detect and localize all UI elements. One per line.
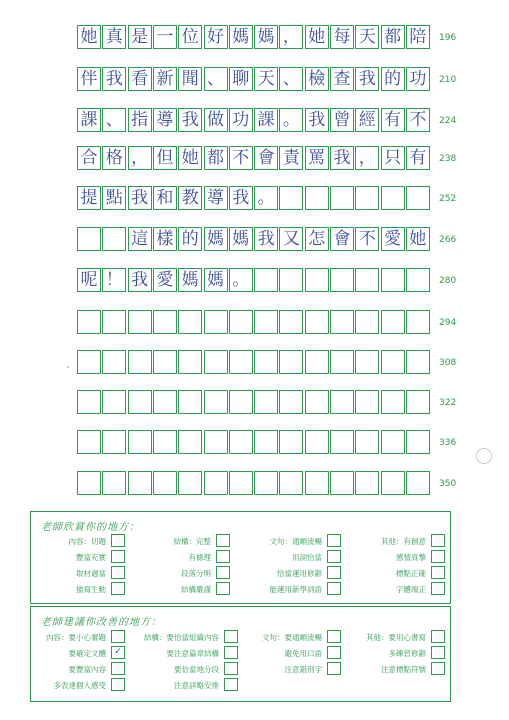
grid-cell bbox=[128, 390, 152, 414]
criterion-checkbox[interactable] bbox=[431, 630, 445, 643]
criterion-checkbox[interactable] bbox=[111, 550, 125, 563]
criterion-checkbox[interactable] bbox=[111, 630, 125, 643]
grid-cell: 我 bbox=[254, 227, 278, 251]
grid-cell: 每 bbox=[330, 25, 354, 49]
grid-cell: 她 bbox=[305, 25, 329, 49]
grid-cell bbox=[204, 390, 228, 414]
grid-cell: 課 bbox=[77, 108, 101, 132]
grid-cell: 不 bbox=[355, 227, 379, 251]
grid-cell: 不 bbox=[229, 146, 253, 170]
grid-cell: 聞 bbox=[178, 67, 202, 91]
criterion-checkbox[interactable] bbox=[224, 646, 238, 659]
criterion-checkbox[interactable] bbox=[327, 662, 341, 675]
grid-cell: ， bbox=[279, 25, 303, 49]
grid-cell: 做 bbox=[204, 108, 228, 132]
grid-cell bbox=[102, 430, 126, 454]
grid-cell: 。 bbox=[279, 108, 303, 132]
grid-cell bbox=[305, 390, 329, 414]
criterion-checkbox[interactable] bbox=[216, 566, 230, 579]
grid-cell: 有 bbox=[406, 146, 430, 170]
grid-cell bbox=[153, 471, 177, 495]
grid-cell bbox=[279, 350, 303, 374]
grid-cell bbox=[355, 268, 379, 292]
grid-cell bbox=[128, 471, 152, 495]
grid-cell bbox=[153, 350, 177, 374]
criterion-label: 要確定文體 bbox=[68, 649, 106, 658]
grid-cell bbox=[229, 430, 253, 454]
grid-cell bbox=[355, 430, 379, 454]
grid-cell: 曾 bbox=[330, 108, 354, 132]
grid-cell bbox=[355, 471, 379, 495]
grid-cell: 只 bbox=[381, 146, 405, 170]
grid-cell: 我 bbox=[330, 146, 354, 170]
grid-cell: 導 bbox=[204, 186, 228, 210]
grid-cell: 會 bbox=[330, 227, 354, 251]
grid-cell: 她 bbox=[406, 227, 430, 251]
grid-cell: 又 bbox=[279, 227, 303, 251]
grid-cell: 。 bbox=[229, 268, 253, 292]
criterion-label: 避免用口語 bbox=[284, 649, 322, 658]
criterion-label: 恰當運用修辭 bbox=[277, 569, 322, 578]
grid-cell: 提 bbox=[77, 186, 101, 210]
grid-cell: 導 bbox=[153, 108, 177, 132]
grid-cell bbox=[305, 430, 329, 454]
grid-cell: 她 bbox=[77, 25, 101, 49]
grid-cell bbox=[254, 471, 278, 495]
grid-cell: 。 bbox=[254, 186, 278, 210]
grid-cell bbox=[204, 471, 228, 495]
grid-cell: 罵 bbox=[305, 146, 329, 170]
grid-cell bbox=[77, 350, 101, 374]
criterion-label: 注意錯別字 bbox=[284, 665, 322, 674]
criterion-label: 取材適當 bbox=[76, 569, 106, 578]
grid-cell bbox=[178, 430, 202, 454]
grid-cell: 怎 bbox=[305, 227, 329, 251]
grid-cell bbox=[279, 268, 303, 292]
grid-cell: 看 bbox=[128, 67, 152, 91]
grid-cell: 指 bbox=[128, 108, 152, 132]
criterion-checkbox[interactable] bbox=[327, 630, 341, 643]
grid-cell bbox=[128, 350, 152, 374]
grid-cell bbox=[153, 390, 177, 414]
grid-cell bbox=[153, 310, 177, 334]
grid-cell bbox=[355, 350, 379, 374]
grid-cell: 愛 bbox=[381, 227, 405, 251]
criterion-checkbox[interactable] bbox=[327, 534, 341, 547]
row-number: 196 bbox=[439, 33, 457, 43]
grid-cell bbox=[204, 350, 228, 374]
grid-cell: 和 bbox=[153, 186, 177, 210]
grid-cell: 有 bbox=[381, 108, 405, 132]
criterion-checkbox[interactable] bbox=[327, 646, 341, 659]
criterion-label: 感情真摯 bbox=[396, 553, 426, 562]
criterion-checkbox[interactable] bbox=[216, 550, 230, 563]
grid-cell: 都 bbox=[381, 25, 405, 49]
grid-cell: 功 bbox=[229, 108, 253, 132]
grid-cell bbox=[381, 430, 405, 454]
grid-cell: 好 bbox=[204, 25, 228, 49]
grid-cell bbox=[381, 390, 405, 414]
criterion-label: 豐富充實 bbox=[76, 553, 106, 562]
grid-cell: 是 bbox=[128, 25, 152, 49]
row-number: 210 bbox=[439, 75, 457, 85]
grid-cell: 媽 bbox=[229, 25, 253, 49]
grid-cell: 檢 bbox=[305, 67, 329, 91]
grid-cell: 、 bbox=[102, 108, 126, 132]
grid-cell: 我 bbox=[229, 186, 253, 210]
criterion-label: 多練習修辭 bbox=[388, 649, 426, 658]
row-number: 224 bbox=[439, 116, 457, 126]
grid-cell: 功 bbox=[406, 67, 430, 91]
grid-cell: ， bbox=[355, 146, 379, 170]
grid-cell bbox=[102, 350, 126, 374]
grid-cell bbox=[330, 310, 354, 334]
criterion-label: 要注意篇章結構 bbox=[166, 649, 219, 658]
grid-cell bbox=[406, 471, 430, 495]
criterion-label: 用詞恰當 bbox=[292, 553, 322, 562]
grid-cell: 我 bbox=[305, 108, 329, 132]
grid-cell bbox=[355, 390, 379, 414]
criterion-checkbox[interactable] bbox=[216, 534, 230, 547]
grid-cell: 經 bbox=[355, 108, 379, 132]
criterion-label: 多表達個人感受 bbox=[53, 681, 106, 690]
criterion-label: 要豐富內容 bbox=[68, 665, 106, 674]
grid-cell bbox=[305, 186, 329, 210]
grid-cell bbox=[406, 186, 430, 210]
grid-cell: ！ bbox=[102, 268, 126, 292]
criterion-checkbox[interactable] bbox=[431, 550, 445, 563]
criterion-label: 其他：有創意 bbox=[381, 537, 426, 546]
grid-cell: 天 bbox=[355, 25, 379, 49]
criterion-label: 標點正確 bbox=[396, 569, 426, 578]
grid-cell bbox=[305, 310, 329, 334]
criterion-label: 字體端正 bbox=[396, 585, 426, 594]
grid-cell bbox=[381, 350, 405, 374]
grid-cell bbox=[128, 310, 152, 334]
criterion-checkbox[interactable] bbox=[327, 566, 341, 579]
grid-cell: 我 bbox=[178, 108, 202, 132]
row-number: 252 bbox=[439, 194, 457, 204]
improve-title: 老師建議你改善的地方： bbox=[41, 617, 162, 628]
grid-cell bbox=[330, 471, 354, 495]
criterion-checkbox[interactable] bbox=[224, 662, 238, 675]
criterion-label: 內容：切題 bbox=[68, 537, 106, 546]
criterion-label: 段落分明 bbox=[181, 569, 211, 578]
grid-cell: 位 bbox=[178, 25, 202, 49]
grid-cell bbox=[330, 186, 354, 210]
grid-cell: 的 bbox=[381, 67, 405, 91]
grid-cell bbox=[229, 350, 253, 374]
grid-cell: 真 bbox=[102, 25, 126, 49]
praise-panel bbox=[30, 511, 451, 604]
grid-cell bbox=[305, 268, 329, 292]
grid-cell bbox=[77, 227, 101, 251]
improve-panel bbox=[30, 606, 451, 702]
grid-cell: 會 bbox=[254, 146, 278, 170]
row-number: 308 bbox=[439, 358, 457, 368]
grid-cell: 我 bbox=[355, 67, 379, 91]
grid-cell bbox=[254, 390, 278, 414]
row-number: 266 bbox=[439, 235, 457, 245]
grid-cell bbox=[102, 310, 126, 334]
grid-cell bbox=[279, 471, 303, 495]
grid-cell bbox=[305, 471, 329, 495]
grid-cell bbox=[77, 430, 101, 454]
grid-cell: 愛 bbox=[153, 268, 177, 292]
grid-cell: 她 bbox=[178, 146, 202, 170]
check-mark: ✓ bbox=[114, 647, 122, 657]
punch-hole bbox=[476, 448, 492, 464]
criterion-checkbox[interactable] bbox=[111, 534, 125, 547]
grid-cell: 不 bbox=[406, 108, 430, 132]
criterion-label: 結構嚴謹 bbox=[181, 585, 211, 594]
criterion-label: 要恰當地分段 bbox=[174, 665, 219, 674]
grid-cell bbox=[178, 350, 202, 374]
grid-cell bbox=[381, 310, 405, 334]
row-number: 350 bbox=[439, 479, 457, 489]
grid-cell bbox=[279, 430, 303, 454]
grid-cell: 媽 bbox=[254, 25, 278, 49]
criterion-label: 文句：通順流暢 bbox=[269, 537, 322, 546]
grid-cell: 課 bbox=[254, 108, 278, 132]
grid-cell bbox=[355, 310, 379, 334]
grid-cell: 媽 bbox=[178, 268, 202, 292]
criterion-label: 其他：要用心書寫 bbox=[366, 633, 426, 642]
grid-cell: 教 bbox=[178, 186, 202, 210]
grid-cell: 陪 bbox=[406, 25, 430, 49]
grid-cell: 我 bbox=[128, 268, 152, 292]
criterion-checkbox[interactable] bbox=[431, 534, 445, 547]
criterion-checkbox[interactable] bbox=[111, 678, 125, 691]
grid-cell: 媽 bbox=[204, 268, 228, 292]
grid-cell bbox=[330, 390, 354, 414]
grid-cell bbox=[77, 471, 101, 495]
grid-cell bbox=[102, 227, 126, 251]
grid-cell bbox=[204, 310, 228, 334]
grid-cell: 聊 bbox=[229, 67, 253, 91]
grid-cell: 媽 bbox=[229, 227, 253, 251]
grid-cell: 點 bbox=[102, 186, 126, 210]
row-number: 238 bbox=[439, 154, 457, 164]
criterion-label: 結構：完整 bbox=[173, 537, 211, 546]
grid-cell bbox=[229, 471, 253, 495]
grid-cell bbox=[254, 350, 278, 374]
criterion-label: 內容：要小心審題 bbox=[46, 633, 106, 642]
grid-cell: 我 bbox=[128, 186, 152, 210]
grid-cell bbox=[305, 350, 329, 374]
criterion-checkbox[interactable] bbox=[431, 582, 445, 595]
criterion-checkbox[interactable] bbox=[327, 550, 341, 563]
row-number: 322 bbox=[439, 398, 457, 408]
grid-cell: 、 bbox=[279, 67, 303, 91]
row-number: 336 bbox=[439, 438, 457, 448]
grid-cell bbox=[406, 350, 430, 374]
grid-cell bbox=[229, 310, 253, 334]
grid-cell bbox=[254, 430, 278, 454]
grid-cell bbox=[279, 390, 303, 414]
criterion-checkbox[interactable] bbox=[111, 646, 125, 659]
grid-cell: 天 bbox=[254, 67, 278, 91]
criterion-checkbox[interactable] bbox=[111, 582, 125, 595]
criterion-label: 有條理 bbox=[188, 553, 211, 562]
grid-cell bbox=[204, 430, 228, 454]
grid-cell bbox=[128, 430, 152, 454]
criterion-checkbox[interactable] bbox=[216, 582, 230, 595]
grid-cell bbox=[381, 471, 405, 495]
grid-cell bbox=[406, 310, 430, 334]
praise-title: 老師欣賞你的地方： bbox=[41, 522, 140, 533]
grid-cell: 責 bbox=[279, 146, 303, 170]
grid-cell bbox=[330, 268, 354, 292]
grid-cell: 合 bbox=[77, 146, 101, 170]
grid-cell: 媽 bbox=[204, 227, 228, 251]
grid-cell: 新 bbox=[153, 67, 177, 91]
grid-cell: 、 bbox=[204, 67, 228, 91]
grid-cell bbox=[178, 310, 202, 334]
grid-cell bbox=[77, 390, 101, 414]
criterion-checkbox[interactable] bbox=[431, 646, 445, 659]
grid-cell bbox=[102, 471, 126, 495]
criterion-checkbox[interactable] bbox=[224, 678, 238, 691]
row-number: 294 bbox=[439, 318, 457, 328]
criterion-label: 注意詳略安排 bbox=[174, 681, 219, 690]
criterion-checkbox[interactable] bbox=[111, 662, 125, 675]
grid-cell: 一 bbox=[153, 25, 177, 49]
grid-cell bbox=[330, 350, 354, 374]
grid-cell: ， bbox=[128, 146, 152, 170]
row-number: 280 bbox=[439, 276, 457, 286]
grid-cell bbox=[102, 390, 126, 414]
grid-cell bbox=[355, 186, 379, 210]
criterion-label: 注意標點符號 bbox=[381, 665, 426, 674]
grid-cell: 呢 bbox=[77, 268, 101, 292]
criterion-label: 能運用新學詞語 bbox=[269, 585, 322, 594]
grid-cell bbox=[178, 390, 202, 414]
grid-cell bbox=[406, 268, 430, 292]
grid-cell bbox=[406, 390, 430, 414]
grid-cell bbox=[330, 430, 354, 454]
grid-cell bbox=[381, 268, 405, 292]
paper-speck bbox=[67, 366, 69, 368]
criterion-checkbox[interactable] bbox=[111, 566, 125, 579]
criterion-label: 結構：要恰當組織內容 bbox=[144, 633, 219, 642]
grid-cell bbox=[406, 430, 430, 454]
grid-cell: 我 bbox=[102, 67, 126, 91]
criterion-checkbox[interactable] bbox=[431, 566, 445, 579]
grid-cell: 但 bbox=[153, 146, 177, 170]
criterion-label: 文句：要通順流暢 bbox=[262, 633, 322, 642]
grid-cell: 伴 bbox=[77, 67, 101, 91]
criterion-checkbox[interactable] bbox=[431, 662, 445, 675]
grid-cell bbox=[254, 268, 278, 292]
grid-cell: 樣 bbox=[153, 227, 177, 251]
grid-cell bbox=[381, 186, 405, 210]
grid-cell bbox=[178, 471, 202, 495]
grid-cell: 這 bbox=[128, 227, 152, 251]
criterion-label: 描寫生動 bbox=[76, 585, 106, 594]
grid-cell: 都 bbox=[204, 146, 228, 170]
grid-cell bbox=[153, 430, 177, 454]
grid-cell: 格 bbox=[102, 146, 126, 170]
grid-cell bbox=[254, 310, 278, 334]
grid-cell bbox=[279, 186, 303, 210]
grid-cell: 查 bbox=[330, 67, 354, 91]
grid-cell bbox=[279, 310, 303, 334]
grid-cell: 的 bbox=[178, 227, 202, 251]
criterion-checkbox[interactable] bbox=[327, 582, 341, 595]
grid-cell bbox=[229, 390, 253, 414]
criterion-checkbox[interactable] bbox=[224, 630, 238, 643]
grid-cell bbox=[77, 310, 101, 334]
